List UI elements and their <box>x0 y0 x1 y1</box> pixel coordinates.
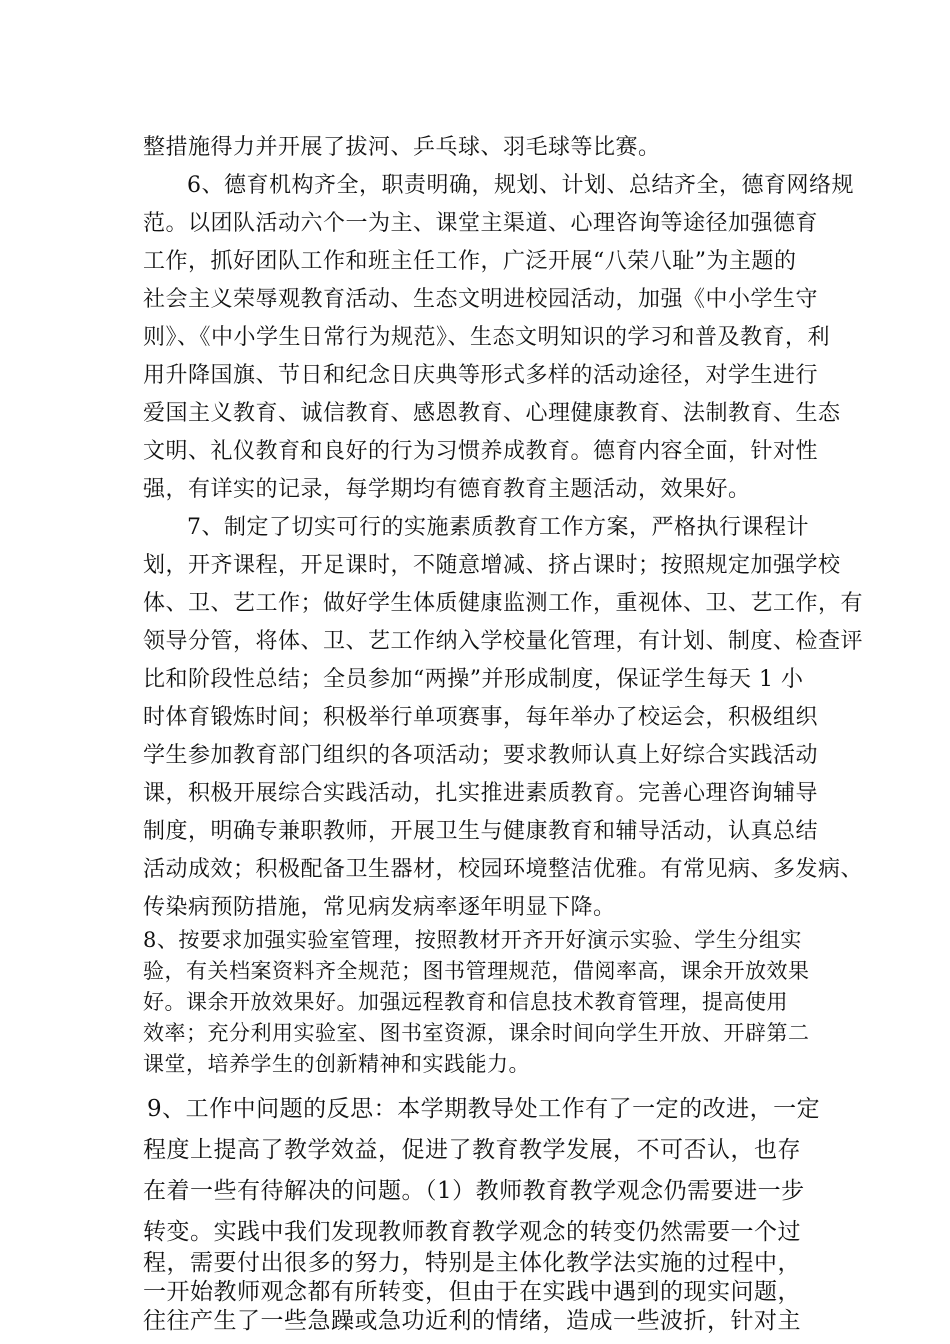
text-line: 好。课余开放效果好。加强远程教育和信息技术教育管理，提高使用 <box>143 990 788 1014</box>
text-line: 效率；充分利用实验室、图书室资源，课余时间向学生开放、开辟第二 <box>143 1021 810 1045</box>
text-line: 则》、《中小学生日常行为规范》、生态文明知识的学习和普及教育，利 <box>143 325 831 350</box>
text-line: 一开始教师观念都有所转变，但由于在实践中遇到的现实问题， <box>143 1279 801 1305</box>
text-line: 在着一些有待解决的问题。（1）教师教育教学观念仍需要进一步 <box>143 1178 805 1204</box>
text-line: 程度上提高了教学效益，促进了教育教学发展，不可否认，也存 <box>143 1137 801 1163</box>
text-line: 往往产生了一些急躁或急功近利的情绪，造成一些波折，针对主 <box>143 1308 801 1334</box>
text-line: 强，有详实的记录，每学期均有德育教育主题活动，效果好。 <box>143 477 751 502</box>
text-line: 工作，抓好团队工作和班主任工作，广泛开展“八荣八耻”为主题的 <box>143 249 797 274</box>
text-line: 传染病预防措施，常见病发病率逐年明显下降。 <box>143 895 616 920</box>
text-line: 领导分管，将体、卫、艺工作纳入学校量化管理，有计划、制度、检查评 <box>143 629 864 654</box>
text-line: 划，开齐课程，开足课时，不随意增减、挤占课时；按照规定加强学校 <box>143 553 841 578</box>
text-line: 学生参加教育部门组织的各项活动；要求教师认真上好综合实践活动 <box>143 743 819 768</box>
text-line: 文明、礼仪教育和良好的行为习惯养成教育。德育内容全面，针对性 <box>143 439 819 464</box>
text-line: 7、制定了切实可行的实施素质教育工作方案，严格执行课程计 <box>187 515 809 540</box>
text-line: 活动成效；积极配备卫生器材，校园环境整洁优雅。有常见病、多发病、 <box>143 857 864 882</box>
text-line: 6、德育机构齐全，职责明确，规划、计划、总结齐全，德育网络规 <box>187 173 854 198</box>
text-line: 9、工作中问题的反思：本学期教导处工作有了一定的改进，一定 <box>147 1096 821 1122</box>
text-line: 整措施得力并开展了拔河、乒乓球、羽毛球等比赛。 <box>143 135 661 160</box>
text-line: 范。以团队活动六个一为主、课堂主渠道、心理咨询等途径加强德育 <box>143 211 819 236</box>
text-line: 8、按要求加强实验室管理，按照教材开齐开好演示实验、学生分组实 <box>143 928 802 952</box>
text-line: 时体育锻炼时间；积极举行单项赛事，每年举办了校运会，积极组织 <box>143 705 819 730</box>
text-line: 验，有关档案资料齐全规范；图书管理规范，借阅率高，课余开放效果 <box>143 959 810 983</box>
text-line: 体、卫、艺工作；做好学生体质健康监测工作，重视体、卫、艺工作，有 <box>143 591 864 616</box>
text-line: 制度，明确专兼职教师，开展卫生与健康教育和辅导活动，认真总结 <box>143 819 819 844</box>
text-line: 转变。实践中我们发现教师教育教学观念的转变仍然需要一个过 <box>143 1219 801 1245</box>
text-line: 程，需要付出很多的努力，特别是主体化教学法实施的过程中， <box>143 1250 801 1276</box>
text-line: 用升降国旗、节日和纪念日庆典等形式多样的活动途径，对学生进行 <box>143 363 819 388</box>
text-line: 课堂，培养学生的创新精神和实践能力。 <box>143 1052 530 1076</box>
text-line: 比和阶段性总结；全员参加“两操”并形成制度，保证学生每天 1 小 <box>143 667 804 692</box>
text-line: 爱国主义教育、诚信教育、感恩教育、心理健康教育、法制教育、生态 <box>143 401 841 426</box>
text-line: 课，积极开展综合实践活动，扎实推进素质教育。完善心理咨询辅导 <box>143 781 819 806</box>
text-line: 社会主义荣辱观教育活动、生态文明进校园活动，加强《中小学生守 <box>143 287 819 312</box>
